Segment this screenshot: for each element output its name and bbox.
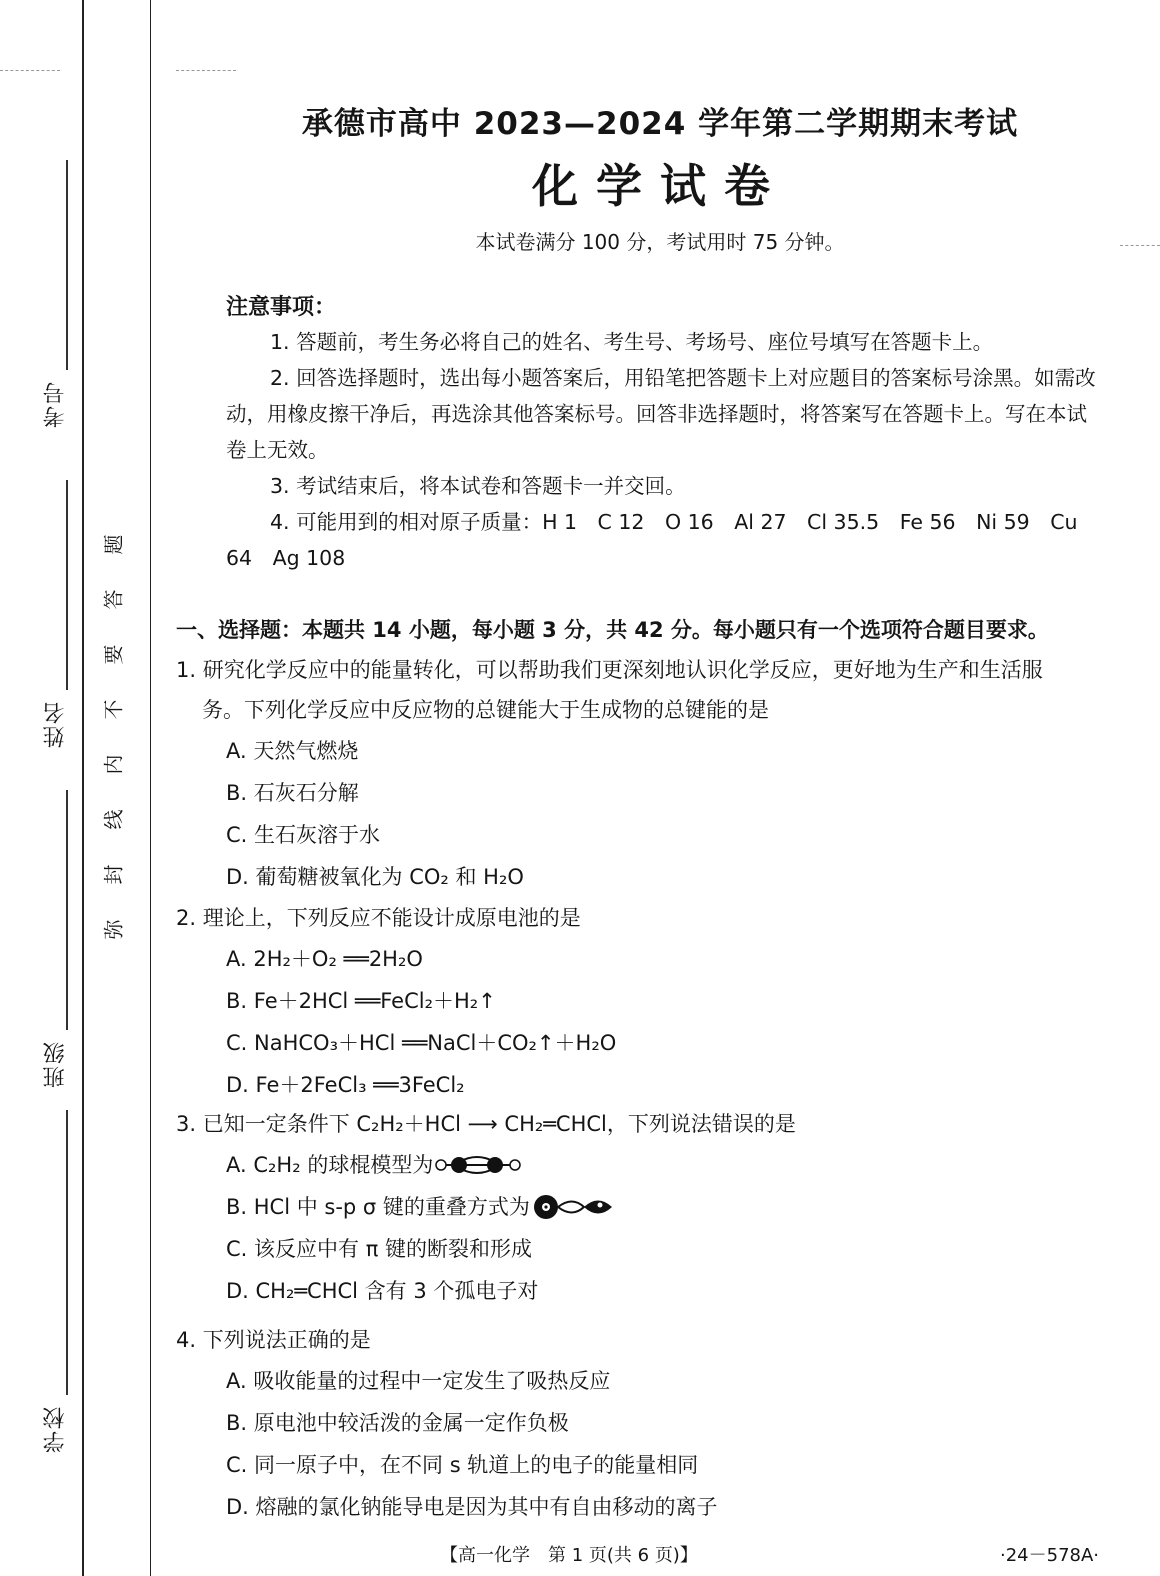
seal-char: 线 [101, 809, 126, 830]
seal-char: 弥 [101, 919, 126, 940]
option-a [176, 1144, 1146, 1186]
option-b: B. 石灰石分解 [226, 781, 359, 805]
question-2 [176, 898, 1146, 1106]
option-b [176, 1186, 1146, 1228]
seal-warning [100, 530, 124, 944]
school-fill-line [66, 1110, 68, 1395]
notice-item: 4. 可能用到的相对原子质量：H 1 C 12 O 16 Al 27 Cl 35.5 Fe 56 Ni 59 Cu 64 Ag 108 [226, 510, 1078, 570]
option-a: A. 吸收能量的过程中一定发生了吸热反应 [226, 1369, 611, 1393]
section-heading: 一、选择题：本题共 14 小题，每小题 3 分，共 42 分。每小题只有一个选项符合题目要求。 [176, 618, 1049, 642]
class-label: 班级 [43, 1040, 68, 1088]
exam-title: 承德市高中 2023—2024 学年第二学期期末考试 [301, 106, 1019, 142]
seal-char: 封 [101, 864, 126, 885]
name-fill-line [66, 480, 68, 690]
binding-line-outer [82, 0, 84, 1576]
seal-char: 要 [101, 644, 126, 665]
binding-line-inner [150, 0, 151, 1576]
notice-item: 2. 回答选择题时，选出每小题答案后，用铅笔把答题卡上对应题目的答案标号涂黑。如需改动，用橡皮擦干净后，再选涂其他答案标号。回答非选择题时，将答案写在答题卡上。写在本试卷上无效。 [226, 366, 1096, 462]
option-c: C. 该反应中有 π 键的断裂和形成 [226, 1237, 533, 1261]
option-a-text: A. C₂H₂ 的球棍模型为 [226, 1153, 434, 1177]
scan-dash [1120, 245, 1160, 247]
paper-code: ·24－578A· [1000, 1545, 1100, 1566]
scan-dash [0, 70, 60, 72]
notice-heading: 注意事项： [226, 295, 337, 320]
notice-item: 3. 考试结束后，将本试卷和答题卡一并交回。 [270, 474, 686, 498]
exam-no-fill-line [66, 160, 68, 370]
option-a: A. 2H₂＋O₂ ══2H₂O [226, 947, 423, 971]
question-stem: 1. 研究化学反应中的能量转化，可以帮助我们更深刻地认识化学反应，更好地为生产和生活服 [176, 658, 1043, 682]
exam-info: 本试卷满分 100 分，考试用时 75 分钟。 [475, 230, 845, 254]
question-stem: 4. 下列说法正确的是 [176, 1328, 371, 1352]
question-3 [176, 1104, 1146, 1312]
notice-list [226, 324, 1106, 576]
seal-char: 内 [101, 754, 126, 775]
question-4 [176, 1320, 1146, 1528]
school-label: 学校 [43, 1405, 68, 1453]
option-c: C. 生石灰溶于水 [226, 823, 381, 847]
option-c: C. 同一原子中，在不同 s 轨道上的电子的能量相同 [226, 1453, 699, 1477]
option-a: A. 天然气燃烧 [226, 739, 359, 763]
question-stem: 3. 已知一定条件下 C₂H₂＋HCl ⟶ CH₂═CHCl，下列说法错误的是 [176, 1112, 796, 1136]
option-d: D. CH₂═CHCl 含有 3 个孤电子对 [226, 1279, 539, 1303]
option-d: D. 熔融的氯化钠能导电是因为其中有自由移动的离子 [226, 1495, 718, 1519]
question-stem: 2. 理论上，下列反应不能设计成原电池的是 [176, 906, 581, 930]
binding-margin [0, 0, 160, 1576]
scan-dash [176, 70, 236, 72]
question-stem-continued: 务。下列化学反应中反应物的总键能大于生成物的总键能的是 [202, 698, 769, 722]
s-p-sigma-overlap-icon [532, 1194, 616, 1220]
seal-char: 不 [101, 699, 126, 720]
option-d: D. 葡萄糖被氧化为 CO₂ 和 H₂O [226, 865, 524, 889]
c2h2-ball-stick-model-icon [435, 1154, 521, 1176]
option-c: C. NaHCO₃＋HCl ══NaCl＋CO₂↑＋H₂O [226, 1031, 617, 1055]
option-b: B. 原电池中较活泼的金属一定作负极 [226, 1411, 569, 1435]
seal-char: 题 [101, 534, 126, 555]
notice-item: 1. 答题前，考生务必将自己的姓名、考生号、考场号、座位号填写在答题卡上。 [270, 330, 994, 354]
exam-no-label: 考号 [43, 380, 68, 428]
option-d: D. Fe＋2FeCl₃ ══3FeCl₂ [226, 1073, 465, 1097]
page-footer: 【高一化学 第 1 页(共 6 页)】 [440, 1545, 698, 1566]
seal-char: 答 [101, 589, 126, 610]
question-1 [176, 650, 1146, 898]
subject-title: 化学试卷 [532, 159, 788, 213]
class-fill-line [66, 790, 68, 1030]
name-label: 姓名 [43, 700, 68, 748]
option-b-text: B. HCl 中 s-p σ 键的重叠方式为 [226, 1195, 530, 1219]
option-b: B. Fe＋2HCl ══FeCl₂＋H₂↑ [226, 989, 496, 1013]
